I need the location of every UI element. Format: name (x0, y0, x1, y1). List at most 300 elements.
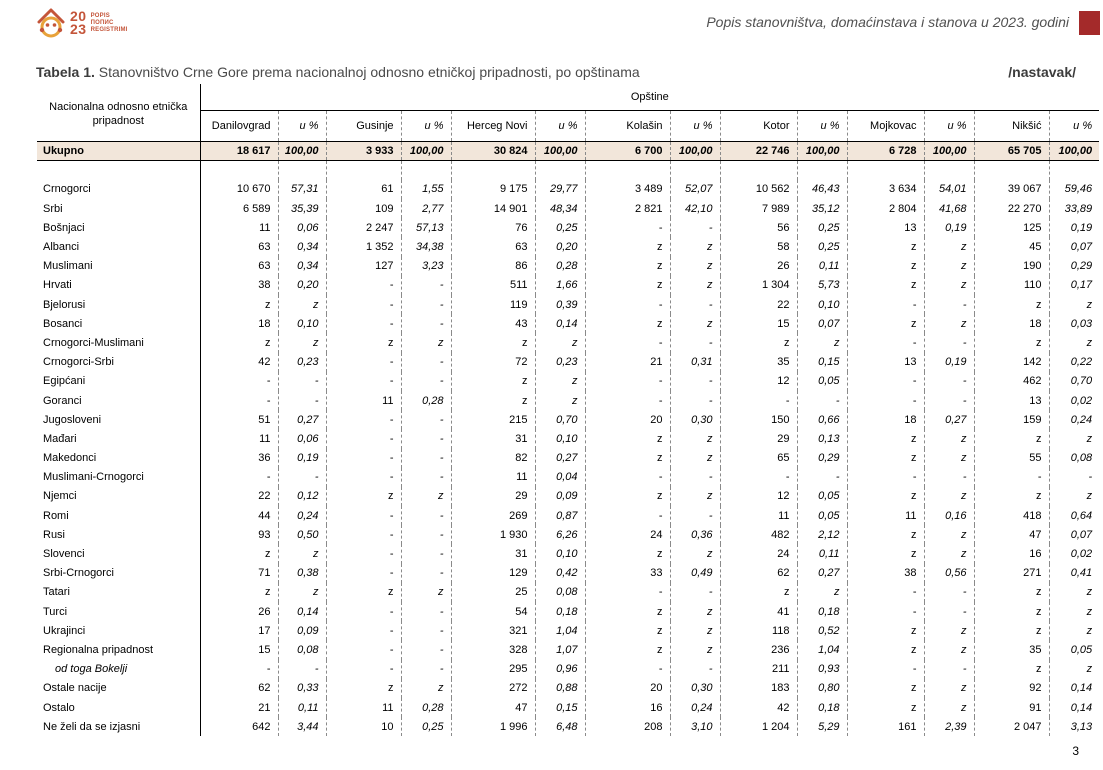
count-cell: 26 (200, 602, 278, 621)
count-cell: 62 (720, 564, 797, 583)
percent-cell: 0,64 (1070, 509, 1093, 522)
row-label: Bjelorusi (37, 295, 200, 314)
row-label: Mađari (37, 429, 200, 448)
count-cell: 2 821 (585, 199, 670, 218)
percent-cell: z (670, 640, 720, 659)
percent-cell: 100,00 (797, 142, 847, 161)
count-cell: 1 204 (720, 717, 797, 736)
percent-cell: z (1086, 663, 1093, 676)
count-cell: z (720, 333, 797, 352)
count-cell: 62 (200, 679, 278, 698)
row-label: Muslimani (37, 257, 200, 276)
count-cell: 22 746 (720, 142, 797, 161)
percent-cell: 0,96 (535, 660, 585, 679)
percent-cell: z (670, 276, 720, 295)
count-cell: 109 (326, 199, 401, 218)
count-cell: - (200, 391, 278, 410)
count-cell: - (326, 506, 401, 525)
count-cell: z (847, 237, 924, 256)
column-header-percent: u % (1073, 120, 1093, 132)
percent-cell: 0,87 (535, 506, 585, 525)
percent-cell: 1,55 (401, 180, 451, 199)
percent-cell: z (670, 602, 720, 621)
percent-cell: 0,50 (278, 525, 326, 544)
count-cell: 43 (451, 314, 535, 333)
count-cell: z (451, 391, 535, 410)
table-row (37, 487, 1099, 506)
count-cell: - (974, 468, 1049, 487)
percent-cell: 41,68 (924, 199, 974, 218)
count-cell: z (585, 640, 670, 659)
count-cell: 24 (585, 525, 670, 544)
count-cell: 11 (847, 506, 924, 525)
count-cell: 127 (326, 257, 401, 276)
count-cell: 13 (847, 353, 924, 372)
count-cell: 25 (451, 583, 535, 602)
count-cell: - (326, 276, 401, 295)
count-cell: 1 996 (451, 717, 535, 736)
count-cell: 82 (451, 449, 535, 468)
count-cell: z (847, 257, 924, 276)
percent-cell: 33,89 (1064, 202, 1093, 215)
percent-cell: 0,02 (1070, 548, 1093, 561)
row-label: Hrvati (37, 276, 200, 295)
count-cell: - (326, 468, 401, 487)
count-cell: 29 (451, 487, 535, 506)
percent-cell: 0,24 (670, 698, 720, 717)
percent-cell: - (278, 391, 326, 410)
percent-cell: z (1086, 298, 1093, 311)
row-label: Njemci (37, 487, 200, 506)
percent-cell: 59,46 (1064, 183, 1093, 196)
column-header-percent: u % (797, 111, 847, 142)
count-cell: - (847, 372, 924, 391)
percent-cell: 48,34 (535, 199, 585, 218)
percent-cell: z (401, 583, 451, 602)
count-cell: 272 (451, 679, 535, 698)
count-cell: 18 (847, 410, 924, 429)
column-header-municipality: Mojkovac (847, 111, 924, 142)
count-cell: 215 (451, 410, 535, 429)
percent-cell: z (670, 487, 720, 506)
percent-cell: 0,08 (535, 583, 585, 602)
percent-cell: - (401, 314, 451, 333)
percent-cell: 0,70 (1070, 375, 1093, 388)
count-cell: z (451, 333, 535, 352)
count-cell: 54 (451, 602, 535, 621)
count-cell: z (847, 429, 924, 448)
percent-cell: 42,10 (670, 199, 720, 218)
count-cell: 418 (974, 506, 1049, 525)
row-label: Ostalo (37, 698, 200, 717)
count-cell: 31 (451, 544, 535, 563)
count-cell: 22 (200, 487, 278, 506)
count-cell: - (585, 372, 670, 391)
logo-word: ПОПИС (90, 19, 114, 26)
percent-cell: - (924, 391, 974, 410)
count-cell: z (326, 487, 401, 506)
census-logo (36, 6, 128, 40)
count-cell: 125 (974, 218, 1049, 237)
group-header: Opštine (200, 84, 1099, 111)
count-cell: 17 (200, 621, 278, 640)
count-cell: 142 (974, 353, 1049, 372)
row-label: Makedonci (37, 449, 200, 468)
percent-cell: 0,19 (924, 218, 974, 237)
table-row (37, 449, 1099, 468)
percent-cell: 0,27 (535, 449, 585, 468)
percent-cell: z (1086, 586, 1093, 599)
count-cell: - (585, 660, 670, 679)
count-cell: 35 (974, 640, 1049, 659)
count-cell: 511 (451, 276, 535, 295)
percent-cell: - (278, 660, 326, 679)
count-cell: 9 175 (451, 180, 535, 199)
column-header-percent: u % (924, 111, 974, 142)
count-cell: 30 824 (451, 142, 535, 161)
percent-cell: - (401, 353, 451, 372)
percent-cell: - (924, 468, 974, 487)
percent-cell: 0,05 (1070, 643, 1093, 656)
row-label: Srbi-Crnogorci (37, 564, 200, 583)
count-cell: 33 (585, 564, 670, 583)
count-cell: - (585, 506, 670, 525)
percent-cell: 0,23 (278, 353, 326, 372)
percent-cell: 1,04 (535, 621, 585, 640)
percent-cell: - (401, 621, 451, 640)
percent-cell: 0,25 (401, 717, 451, 736)
count-cell: 15 (200, 640, 278, 659)
row-label: Bosanci (37, 314, 200, 333)
count-cell: z (451, 372, 535, 391)
percent-cell: 0,09 (535, 487, 585, 506)
count-cell: 11 (326, 391, 401, 410)
percent-cell: 0,06 (278, 218, 326, 237)
percent-cell: - (401, 372, 451, 391)
count-cell: - (326, 660, 401, 679)
percent-cell: z (924, 487, 974, 506)
percent-cell: 54,01 (924, 180, 974, 199)
row-label: Turci (37, 602, 200, 621)
percent-cell: 0,16 (924, 506, 974, 525)
count-cell: 190 (974, 257, 1049, 276)
count-cell: - (326, 621, 401, 640)
percent-cell: z (1086, 490, 1093, 503)
header-accent-bar (1079, 11, 1100, 35)
column-header-municipality: Nikšić (974, 111, 1049, 142)
table-row (37, 468, 1099, 487)
percent-cell: 0,04 (535, 468, 585, 487)
table-row (37, 429, 1099, 448)
count-cell: 63 (200, 237, 278, 256)
percent-cell: 0,30 (670, 410, 720, 429)
percent-cell: - (670, 333, 720, 352)
count-cell: 462 (974, 372, 1049, 391)
percent-cell: z (797, 583, 847, 602)
count-cell: z (326, 679, 401, 698)
percent-cell: 100,00 (278, 142, 326, 161)
percent-cell: - (797, 391, 847, 410)
percent-cell: 0,42 (535, 564, 585, 583)
count-cell: 183 (720, 679, 797, 698)
count-cell: z (974, 487, 1049, 506)
table-number: Tabela 1. (36, 64, 95, 80)
count-cell: - (326, 602, 401, 621)
count-cell: z (585, 449, 670, 468)
percent-cell: 0,39 (535, 295, 585, 314)
percent-cell: - (924, 602, 974, 621)
percent-cell: 2,12 (797, 525, 847, 544)
count-cell: z (847, 640, 924, 659)
count-cell: 11 (451, 468, 535, 487)
logo-word: POPIS (90, 12, 110, 19)
percent-cell: 0,27 (797, 564, 847, 583)
percent-cell: z (924, 698, 974, 717)
percent-cell: 0,18 (797, 698, 847, 717)
count-cell: 29 (720, 429, 797, 448)
count-cell: - (847, 295, 924, 314)
percent-cell: - (924, 333, 974, 352)
percent-cell: z (1086, 624, 1093, 637)
count-cell: 3 489 (585, 180, 670, 199)
percent-cell: 0,03 (1070, 317, 1093, 330)
percent-cell: 0,07 (1070, 528, 1093, 541)
percent-cell: 0,08 (1070, 452, 1093, 465)
percent-cell: 3,44 (278, 717, 326, 736)
table-row (37, 583, 1099, 602)
percent-cell: 0,13 (797, 429, 847, 448)
percent-cell: 0,36 (670, 525, 720, 544)
count-cell: z (847, 525, 924, 544)
count-cell: 47 (451, 698, 535, 717)
table-row (37, 660, 1099, 679)
percent-cell: 46,43 (797, 180, 847, 199)
table-row (37, 525, 1099, 544)
count-cell: z (200, 544, 278, 563)
table-row (37, 544, 1099, 563)
table-row (37, 602, 1099, 621)
count-cell: 11 (200, 218, 278, 237)
count-cell: 22 (720, 295, 797, 314)
count-cell: z (847, 276, 924, 295)
count-cell: - (585, 583, 670, 602)
table-row (37, 199, 1099, 218)
percent-cell: 100,00 (670, 142, 720, 161)
count-cell: 76 (451, 218, 535, 237)
table-row (37, 353, 1099, 372)
count-cell: 16 (974, 544, 1049, 563)
count-cell: z (847, 449, 924, 468)
count-cell: 26 (720, 257, 797, 276)
row-label: Bošnjaci (37, 218, 200, 237)
count-cell: 22 270 (974, 199, 1049, 218)
percent-cell: 0,88 (535, 679, 585, 698)
count-cell: z (585, 237, 670, 256)
percent-cell: - (670, 372, 720, 391)
percent-cell: 0,70 (535, 410, 585, 429)
percent-cell: z (670, 314, 720, 333)
count-cell: - (720, 468, 797, 487)
count-cell: 18 (974, 314, 1049, 333)
column-header-percent: u % (401, 111, 451, 142)
percent-cell: - (670, 506, 720, 525)
percent-cell: 0,15 (797, 353, 847, 372)
percent-cell: 57,31 (278, 180, 326, 199)
percent-cell: z (278, 295, 326, 314)
percent-cell: 6,48 (535, 717, 585, 736)
row-label: Ostale nacije (37, 679, 200, 698)
count-cell: z (585, 314, 670, 333)
count-cell: 55 (974, 449, 1049, 468)
count-cell: z (847, 679, 924, 698)
count-cell: 21 (200, 698, 278, 717)
count-cell: 129 (451, 564, 535, 583)
percent-cell: 2,39 (924, 717, 974, 736)
count-cell: - (326, 372, 401, 391)
percent-cell: z (1086, 605, 1093, 618)
percent-cell: 0,29 (797, 449, 847, 468)
count-cell: 15 (720, 314, 797, 333)
percent-cell: - (401, 506, 451, 525)
count-cell: 271 (974, 564, 1049, 583)
percent-cell: - (401, 640, 451, 659)
count-cell: 63 (451, 237, 535, 256)
percent-cell: 1,07 (535, 640, 585, 659)
percent-cell: z (924, 276, 974, 295)
count-cell: 119 (451, 295, 535, 314)
count-cell: - (326, 525, 401, 544)
percent-cell: z (924, 640, 974, 659)
percent-cell: 0,07 (797, 314, 847, 333)
count-cell: 91 (974, 698, 1049, 717)
count-cell: 39 067 (974, 180, 1049, 199)
percent-cell: - (401, 660, 451, 679)
percent-cell: 0,49 (670, 564, 720, 583)
count-cell: - (200, 468, 278, 487)
count-cell: 10 670 (200, 180, 278, 199)
count-cell: - (585, 468, 670, 487)
count-cell: - (326, 640, 401, 659)
row-label: Tatari (37, 583, 200, 602)
percent-cell: 0,27 (278, 410, 326, 429)
percent-cell: 100,00 (535, 142, 585, 161)
row-label: Crnogorci-Srbi (37, 353, 200, 372)
percent-cell: 0,14 (1070, 682, 1093, 695)
count-cell: 7 989 (720, 199, 797, 218)
count-cell: 2 047 (974, 717, 1049, 736)
percent-cell: 52,07 (670, 180, 720, 199)
count-cell: 56 (720, 218, 797, 237)
percent-cell: 0,25 (535, 218, 585, 237)
percent-cell: 0,14 (278, 602, 326, 621)
percent-cell: 0,05 (797, 487, 847, 506)
count-cell: z (585, 621, 670, 640)
count-cell: z (974, 583, 1049, 602)
count-cell: 71 (200, 564, 278, 583)
percent-cell: 0,27 (924, 410, 974, 429)
table-title (36, 64, 640, 80)
row-label: Ukupno (37, 142, 200, 161)
count-cell: z (326, 333, 401, 352)
count-cell: 1 304 (720, 276, 797, 295)
row-label: Rusi (37, 525, 200, 544)
percent-cell: - (670, 218, 720, 237)
percent-cell: - (924, 372, 974, 391)
percent-cell: 0,17 (1070, 279, 1093, 292)
percent-cell: 2,77 (401, 199, 451, 218)
count-cell: z (326, 583, 401, 602)
percent-cell: 5,73 (797, 276, 847, 295)
percent-cell: z (278, 583, 326, 602)
count-cell: z (585, 257, 670, 276)
percent-cell: - (401, 468, 451, 487)
count-cell: 10 (326, 717, 401, 736)
percent-cell: 0,10 (278, 314, 326, 333)
count-cell: 35 (720, 353, 797, 372)
percent-cell: 35,12 (797, 199, 847, 218)
percent-cell: z (535, 391, 585, 410)
count-cell: 31 (451, 429, 535, 448)
count-cell: 6 589 (200, 199, 278, 218)
percent-cell: 0,09 (278, 621, 326, 640)
percent-cell: 0,11 (797, 544, 847, 563)
count-cell: 61 (326, 180, 401, 199)
count-cell: z (720, 583, 797, 602)
count-cell: z (974, 429, 1049, 448)
percent-cell: 0,11 (797, 257, 847, 276)
percent-cell: 100,00 (1049, 142, 1099, 161)
count-cell: 13 (847, 218, 924, 237)
percent-cell: z (924, 257, 974, 276)
table-row (37, 391, 1099, 410)
percent-cell: 0,93 (797, 660, 847, 679)
count-cell: 321 (451, 621, 535, 640)
percent-cell: 0,19 (278, 449, 326, 468)
count-cell: 1 352 (326, 237, 401, 256)
count-cell: z (200, 583, 278, 602)
percent-cell: z (535, 372, 585, 391)
count-cell: z (200, 295, 278, 314)
table-row (37, 410, 1099, 429)
count-cell: 2 804 (847, 199, 924, 218)
count-cell: 150 (720, 410, 797, 429)
percent-cell: 0,29 (1070, 260, 1093, 273)
count-cell: - (847, 660, 924, 679)
percent-cell: - (401, 544, 451, 563)
count-cell: 2 247 (326, 218, 401, 237)
count-cell: - (585, 333, 670, 352)
percent-cell: z (924, 237, 974, 256)
percent-cell: 0,28 (401, 391, 451, 410)
percent-cell: 0,52 (797, 621, 847, 640)
percent-cell: - (670, 391, 720, 410)
row-label: Goranci (37, 391, 200, 410)
percent-cell: z (278, 333, 326, 352)
count-cell: z (585, 276, 670, 295)
percent-cell: - (401, 429, 451, 448)
percent-cell: z (1086, 336, 1093, 349)
count-cell: - (326, 314, 401, 333)
percent-cell: 0,08 (278, 640, 326, 659)
count-cell: 65 (720, 449, 797, 468)
count-cell: - (847, 468, 924, 487)
percent-cell: z (401, 679, 451, 698)
count-cell: z (847, 621, 924, 640)
count-cell: 211 (720, 660, 797, 679)
count-cell: - (847, 333, 924, 352)
percent-cell: 0,11 (278, 698, 326, 717)
percent-cell: 29,77 (535, 180, 585, 199)
